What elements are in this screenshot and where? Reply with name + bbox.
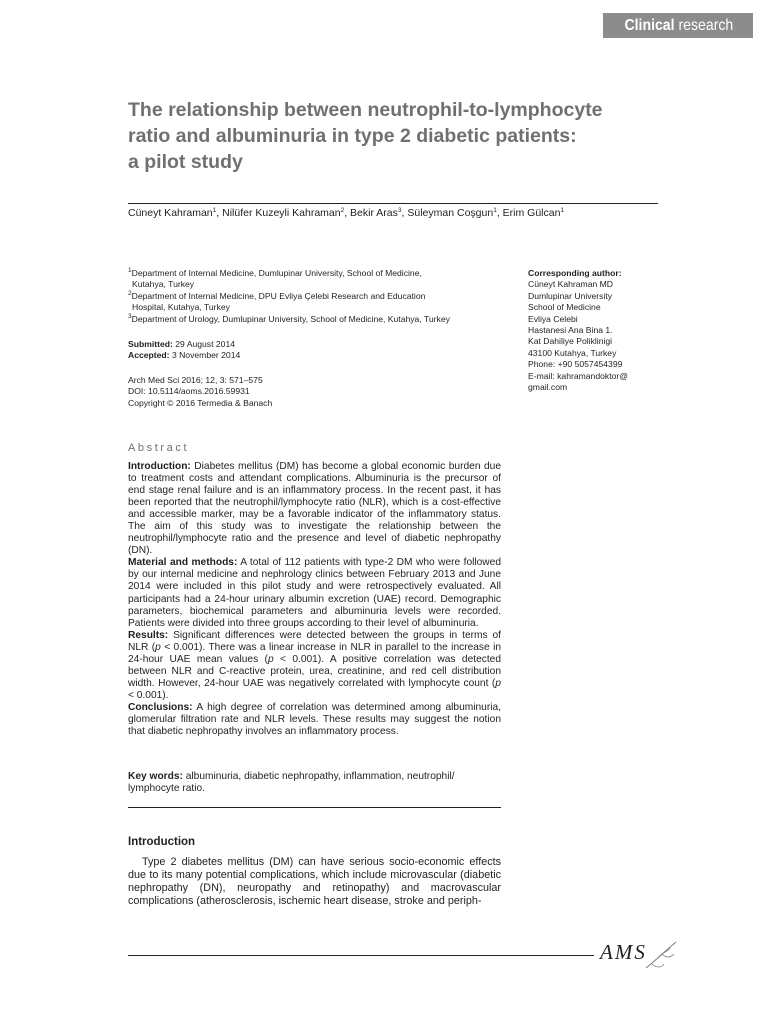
corresponding-author — [528, 268, 658, 393]
affiliation-text: Department of Urology, Dumlupinar University, School of Medicine, Kutahya, Turkey — [131, 313, 450, 324]
corresponding-label: Corresponding author: — [528, 268, 622, 278]
author-sep: , — [496, 207, 503, 219]
corresponding-line: Cüneyt Kahraman MD — [528, 279, 614, 290]
section-badge-bold: Clinical — [624, 17, 675, 34]
article-title — [128, 97, 668, 175]
author-sup: 1 — [493, 207, 497, 214]
abstract-introduction — [128, 461, 501, 557]
p-symbol: p — [155, 641, 161, 653]
abstract-conclusions — [128, 702, 501, 738]
accepted-date: 3 November 2014 — [171, 350, 241, 361]
p-symbol: p — [495, 677, 501, 689]
abstract-rule — [128, 807, 501, 808]
p-symbol: p — [267, 653, 274, 665]
submitted-line — [128, 339, 508, 350]
corresponding-line: Evliya Celebi — [528, 313, 578, 324]
abstract-section-text: < 0.001). A positive correlation was detected between NLR and C-reactive protein, urea, creatinine, and red cell distribution width. However, 24-hour UAE was negatively correlated with lymphocyte count ( — [128, 653, 501, 689]
submitted-date: 29 August 2014 — [175, 339, 235, 349]
title-rule — [128, 203, 658, 204]
accepted-label: Accepted: — [128, 350, 170, 361]
corresponding-email[interactable]: gmail.com — [528, 382, 568, 393]
keywords — [128, 771, 501, 795]
citation-info — [128, 375, 508, 409]
author-name: Bekir Aras — [350, 207, 398, 219]
footer-rule — [128, 955, 594, 956]
affiliation-sup: 3 — [128, 312, 132, 320]
abstract-section-text: < 0.001). There was a linear increase in NLR in parallel to the increase in 24-hour UAE mean values ( — [128, 641, 501, 665]
accepted-line — [128, 350, 508, 361]
author-sep: , — [344, 207, 351, 219]
section-badge — [603, 13, 753, 38]
corresponding-line: Phone: +90 5057454399 — [528, 359, 623, 370]
corresponding-line: 43100 Kutahya, Turkey — [528, 347, 617, 358]
title-line: The relationship between neutrophil-to-lymphocyte — [128, 99, 603, 121]
author-sep: , — [216, 207, 223, 219]
affiliations — [128, 268, 508, 325]
introduction-heading: Introduction — [128, 836, 196, 848]
abstract-section-label: Introduction: — [128, 461, 191, 472]
author-name: Cüneyt Kahraman — [128, 207, 213, 219]
author-list — [128, 206, 668, 220]
abstract-section-text: Significant differences were detected between the groups in terms of NLR ( — [128, 629, 501, 653]
affiliation-sup: 2 — [128, 289, 132, 297]
copyright: Copyright © 2016 Termedia & Banach — [128, 397, 273, 408]
keywords-text: albuminuria, diabetic nephropathy, inflammation, neutrophil/ — [182, 771, 455, 782]
keywords-line — [128, 771, 501, 783]
author-sup: 3 — [397, 207, 402, 214]
author-sup: 1 — [212, 207, 217, 214]
abstract-section-text: Diabetes mellitus (DM) has become a global economic burden due to treatment costs and attendant complications. Albuminuria is the precursor of end stage renal failure and is an inflammatory process. In the recent past, it has been reported that the neutrophil/lymphocyte ratio (NLR), which is a cost-effective and accessible marker, may be a favorable indicator of the inflammatory status. The aim of this study was to investigate the relationship between the neutrophil/lymphocyte ratio and the presence and level of diabetic nephropathy (DN). — [128, 461, 501, 557]
corresponding-line: Hastanesi Ana Bina 1. — [528, 325, 613, 336]
author-sup: 1 — [560, 207, 565, 214]
corresponding-email[interactable]: E-mail: kahramandoktor@ — [528, 370, 628, 381]
abstract-section-text: A high degree of correlation was determined among albuminuria, glomerular filtration rate and NLR levels. These results may suggest the notion that diabetic nephropathy involves an inflammatory process. — [128, 701, 501, 738]
title-line: a pilot study — [128, 151, 243, 173]
author-name: Erim Gülcan — [502, 207, 561, 219]
abstract-section-label: Conclusions: — [128, 701, 193, 713]
author-sep: , — [401, 207, 408, 219]
abstract-section-label: Material and methods: — [128, 557, 238, 569]
affiliation-text: Department of Internal Medicine, Dumlupinar University, School of Medicine, — [131, 268, 422, 278]
title-line: ratio and albuminuria in type 2 diabetic patients: — [128, 125, 577, 147]
abstract-section-text: < 0.001). — [128, 689, 169, 701]
affiliation-text: Department of Internal Medicine, DPU Evliya Çelebi Research and Education — [131, 290, 426, 301]
affiliation-cont: Hospital, Kutahya, Turkey — [132, 302, 230, 313]
keywords-label: Key words: — [128, 771, 183, 782]
abstract-section-label: Results: — [128, 629, 169, 641]
doi[interactable]: DOI: 10.5114/aoms.2016.59931 — [128, 386, 250, 397]
abstract-methods — [128, 557, 501, 629]
affiliation — [128, 268, 508, 279]
abstract-heading: Abstract — [128, 442, 190, 454]
submitted-label: Submitted: — [128, 339, 173, 349]
affiliation-sup: 1 — [128, 267, 132, 274]
journal-logo: AMS — [600, 940, 647, 964]
author-name: Süleyman Coşgun — [407, 207, 494, 219]
introduction-body — [128, 856, 501, 908]
introduction-text: Type 2 diabetes mellitus (DM) can have serious socio-economic effects due to its many potential complications, which include microvascular (diabetic nephropathy (DN), neuropathy and retinopathy) and macrovascular complications (atherosclerosis, ischemic heart disease, stroke and periph- — [128, 856, 501, 908]
abstract-section-text: A total of 112 patients with type-2 DM who were followed by our internal medicine and nephrology clinics between February 2013 and June 2014 were included in this pilot study and were retrospectively evaluated. All participants had a 24-hour urinary albumin excretion (UAE) record. Demographic parameters, biochemical parameters and albuminuria levels were recorded. Patients were divided into three groups according to their level of albuminuria. — [128, 557, 502, 629]
section-badge-rest: research — [678, 17, 734, 34]
corresponding-line: Dumlupinar University — [528, 290, 613, 301]
corresponding-line: Kat Dahiliye Poliklinigi — [528, 336, 613, 347]
author-sup: 2 — [340, 207, 345, 214]
affiliation — [128, 291, 508, 302]
submission-dates — [128, 339, 508, 362]
affiliation — [128, 314, 508, 325]
affiliation-cont: Kutahya, Turkey — [132, 279, 195, 290]
journal-citation: Arch Med Sci 2016; 12, 3: 571–575 — [128, 375, 263, 385]
logo-flourish-icon — [642, 938, 682, 974]
keywords-line: lymphocyte ratio. — [128, 783, 206, 795]
abstract-body — [128, 461, 501, 738]
author-name: Nilüfer Kuzeyli Kahraman — [222, 207, 341, 219]
abstract-results — [128, 630, 501, 702]
corresponding-line: School of Medicine — [528, 302, 601, 313]
